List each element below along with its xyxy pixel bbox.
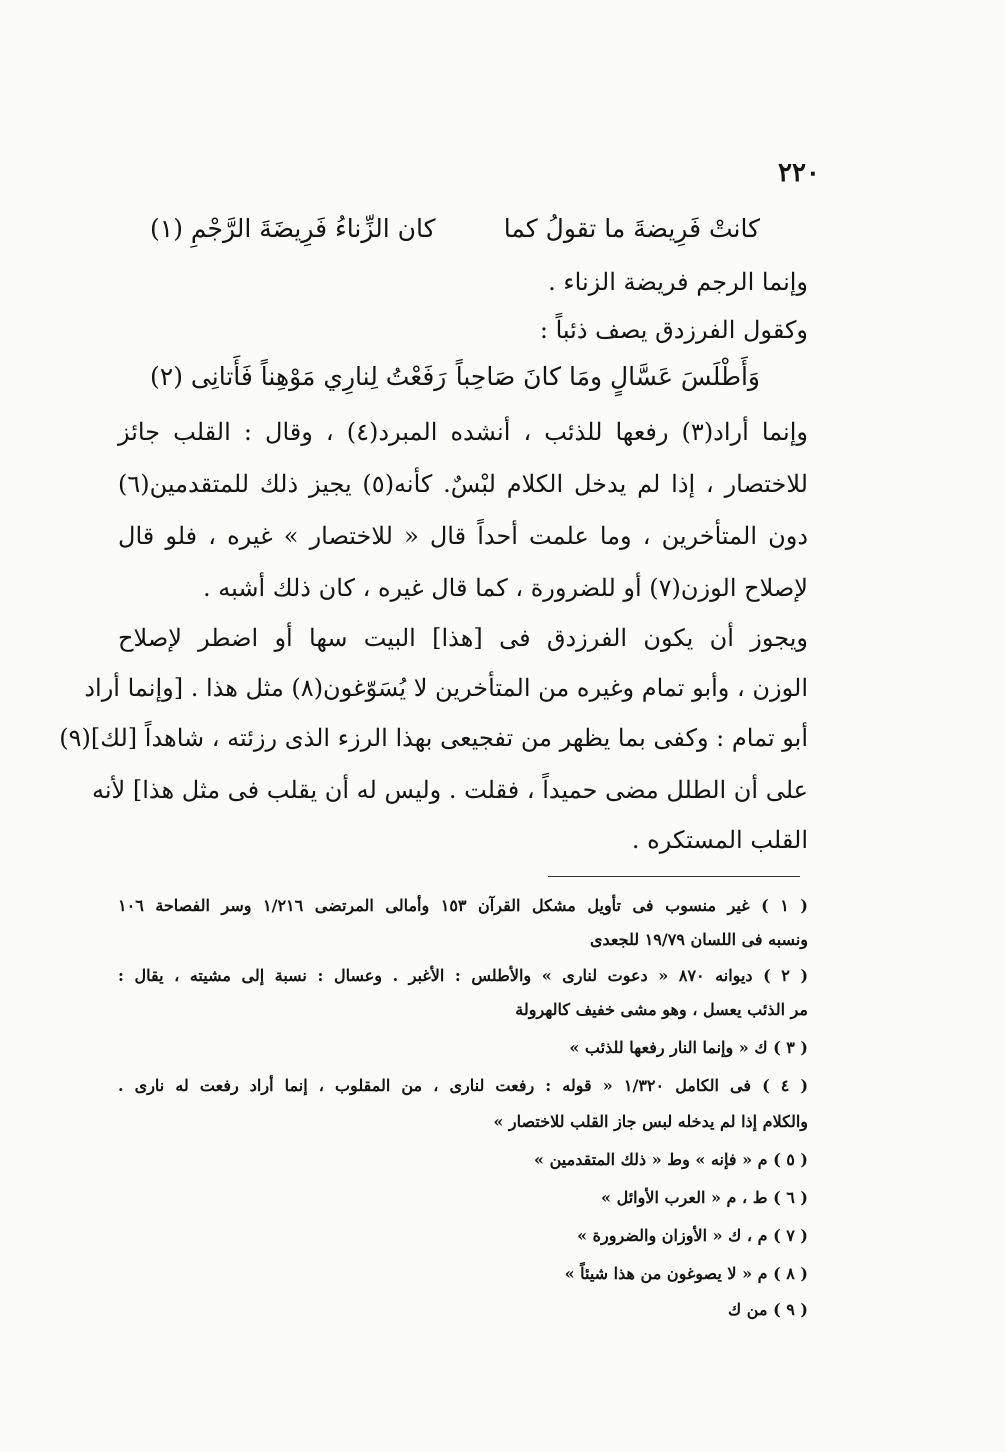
footnote-line: والكلام إذا لم يدخله لبس جاز القلب للاختصار » — [493, 1112, 808, 1131]
footnote-separator — [548, 876, 800, 877]
verse-hemistich: كان الزِّناءُ فَرِيضَةَ الرَّجْمِ (١) — [150, 214, 436, 243]
footnote-line: ( ٤ ) فى الكامل ١/٣٢٠ « قوله : رفعت لنارى ، من المقلوب ، إنما أراد رفعت له نارى . — [118, 1076, 809, 1095]
paragraph-line: دون المتأخرين ، وما علمت أحداً قال « للاختصار » غيره ، فلو قال — [118, 522, 808, 550]
text-line: وكقول الفرزدق يصف ذئباً : — [539, 316, 808, 344]
footnote-line: ( ١ ) غير منسوب فى تأويل مشكل القرآن ١٥٣ وأمالى المرتضى ١/٢١٦ وسر الفصاحة ١٠٦ — [118, 896, 809, 915]
footnote-line: ( ٣ ) ك « وإنما النار رفعها للذئب » — [569, 1038, 808, 1057]
paragraph-line: لإصلاح الوزن(٧) أو للضرورة ، كما قال غيره ، كان ذلك أشبه . — [202, 574, 808, 602]
verse-hemistich: كانتْ فَرِيضةَ ما تقولُ كما — [503, 214, 760, 243]
footnote-line: ( ٢ ) ديوانه ٨٧٠ « دعوت لنارى » والأطلس : الأغبر . وعسال : نسبة إلى مشيته ، يقال : — [118, 966, 809, 985]
verse-hemistich: وَأَطْلَسَ عَسَّالٍ ومَا كانَ صَاحِباً — [455, 362, 760, 391]
footnote-line: ( ٨ ) م « لا يصوغون من هذا شيئاً » — [564, 1264, 808, 1283]
paragraph-line: الوزن ، وأبو تمام وغيره من المتأخرين لا يُسَوّغون(٨) مثل هذا . [وإنما أراد — [84, 674, 808, 702]
page-number: ٢٢٠ — [778, 158, 820, 188]
paragraph-line: ويجوز أن يكون الفرزدق فى [هذا] البيت سها أو اضطر لإصلاح — [118, 624, 808, 652]
paragraph-line: القلب المستكره . — [631, 826, 808, 854]
paragraph-line: أبو تمام : وكفى بما يظهر من تفجيعى بهذا الرزء الذى رزئته ، شاهداً [لك](٩) — [59, 724, 808, 752]
paragraph-line: على أن الطلل مضى حميداً ، فقلت . وليس له أن يقلب فى مثل هذا] لأنه — [92, 776, 808, 804]
footnote-line: ( ٦ ) ط ، م « العرب الأوائل » — [601, 1188, 808, 1207]
footnote-line: ( ٩ ) من ك — [728, 1300, 808, 1319]
paragraph-line: وإنما أراد(٣) رفعها للذئب ، أنشده المبرد(٤) ، وقال : القلب جائز — [118, 418, 808, 446]
footnote-line: مر الذئب يعسل ، وهو مشى خفيف كالهرولة — [515, 1000, 808, 1019]
footnote-line: ( ٥ ) م « فإنه » وط « ذلك المتقدمين » — [534, 1150, 808, 1169]
footnote-line: ( ٧ ) م ، ك « الأوزان والضرورة » — [577, 1226, 808, 1245]
verse-line — [150, 362, 760, 402]
verse-hemistich: رَفَعْتُ لِنارِي مَوْهِناً فَأَتانِى (٢) — [150, 362, 447, 391]
verse-line — [150, 214, 760, 254]
paragraph-line: للاختصار ، إذا لم يدخل الكلام لبْسٌ. كأنه(٥) يجيز ذلك للمتقدمين(٦) — [118, 470, 808, 498]
footnote-line: ونسبه فى اللسان ١٩/٧٩ للجعدى — [589, 930, 808, 949]
text-line: وإنما الرجم فريضة الزناء . — [548, 268, 808, 296]
